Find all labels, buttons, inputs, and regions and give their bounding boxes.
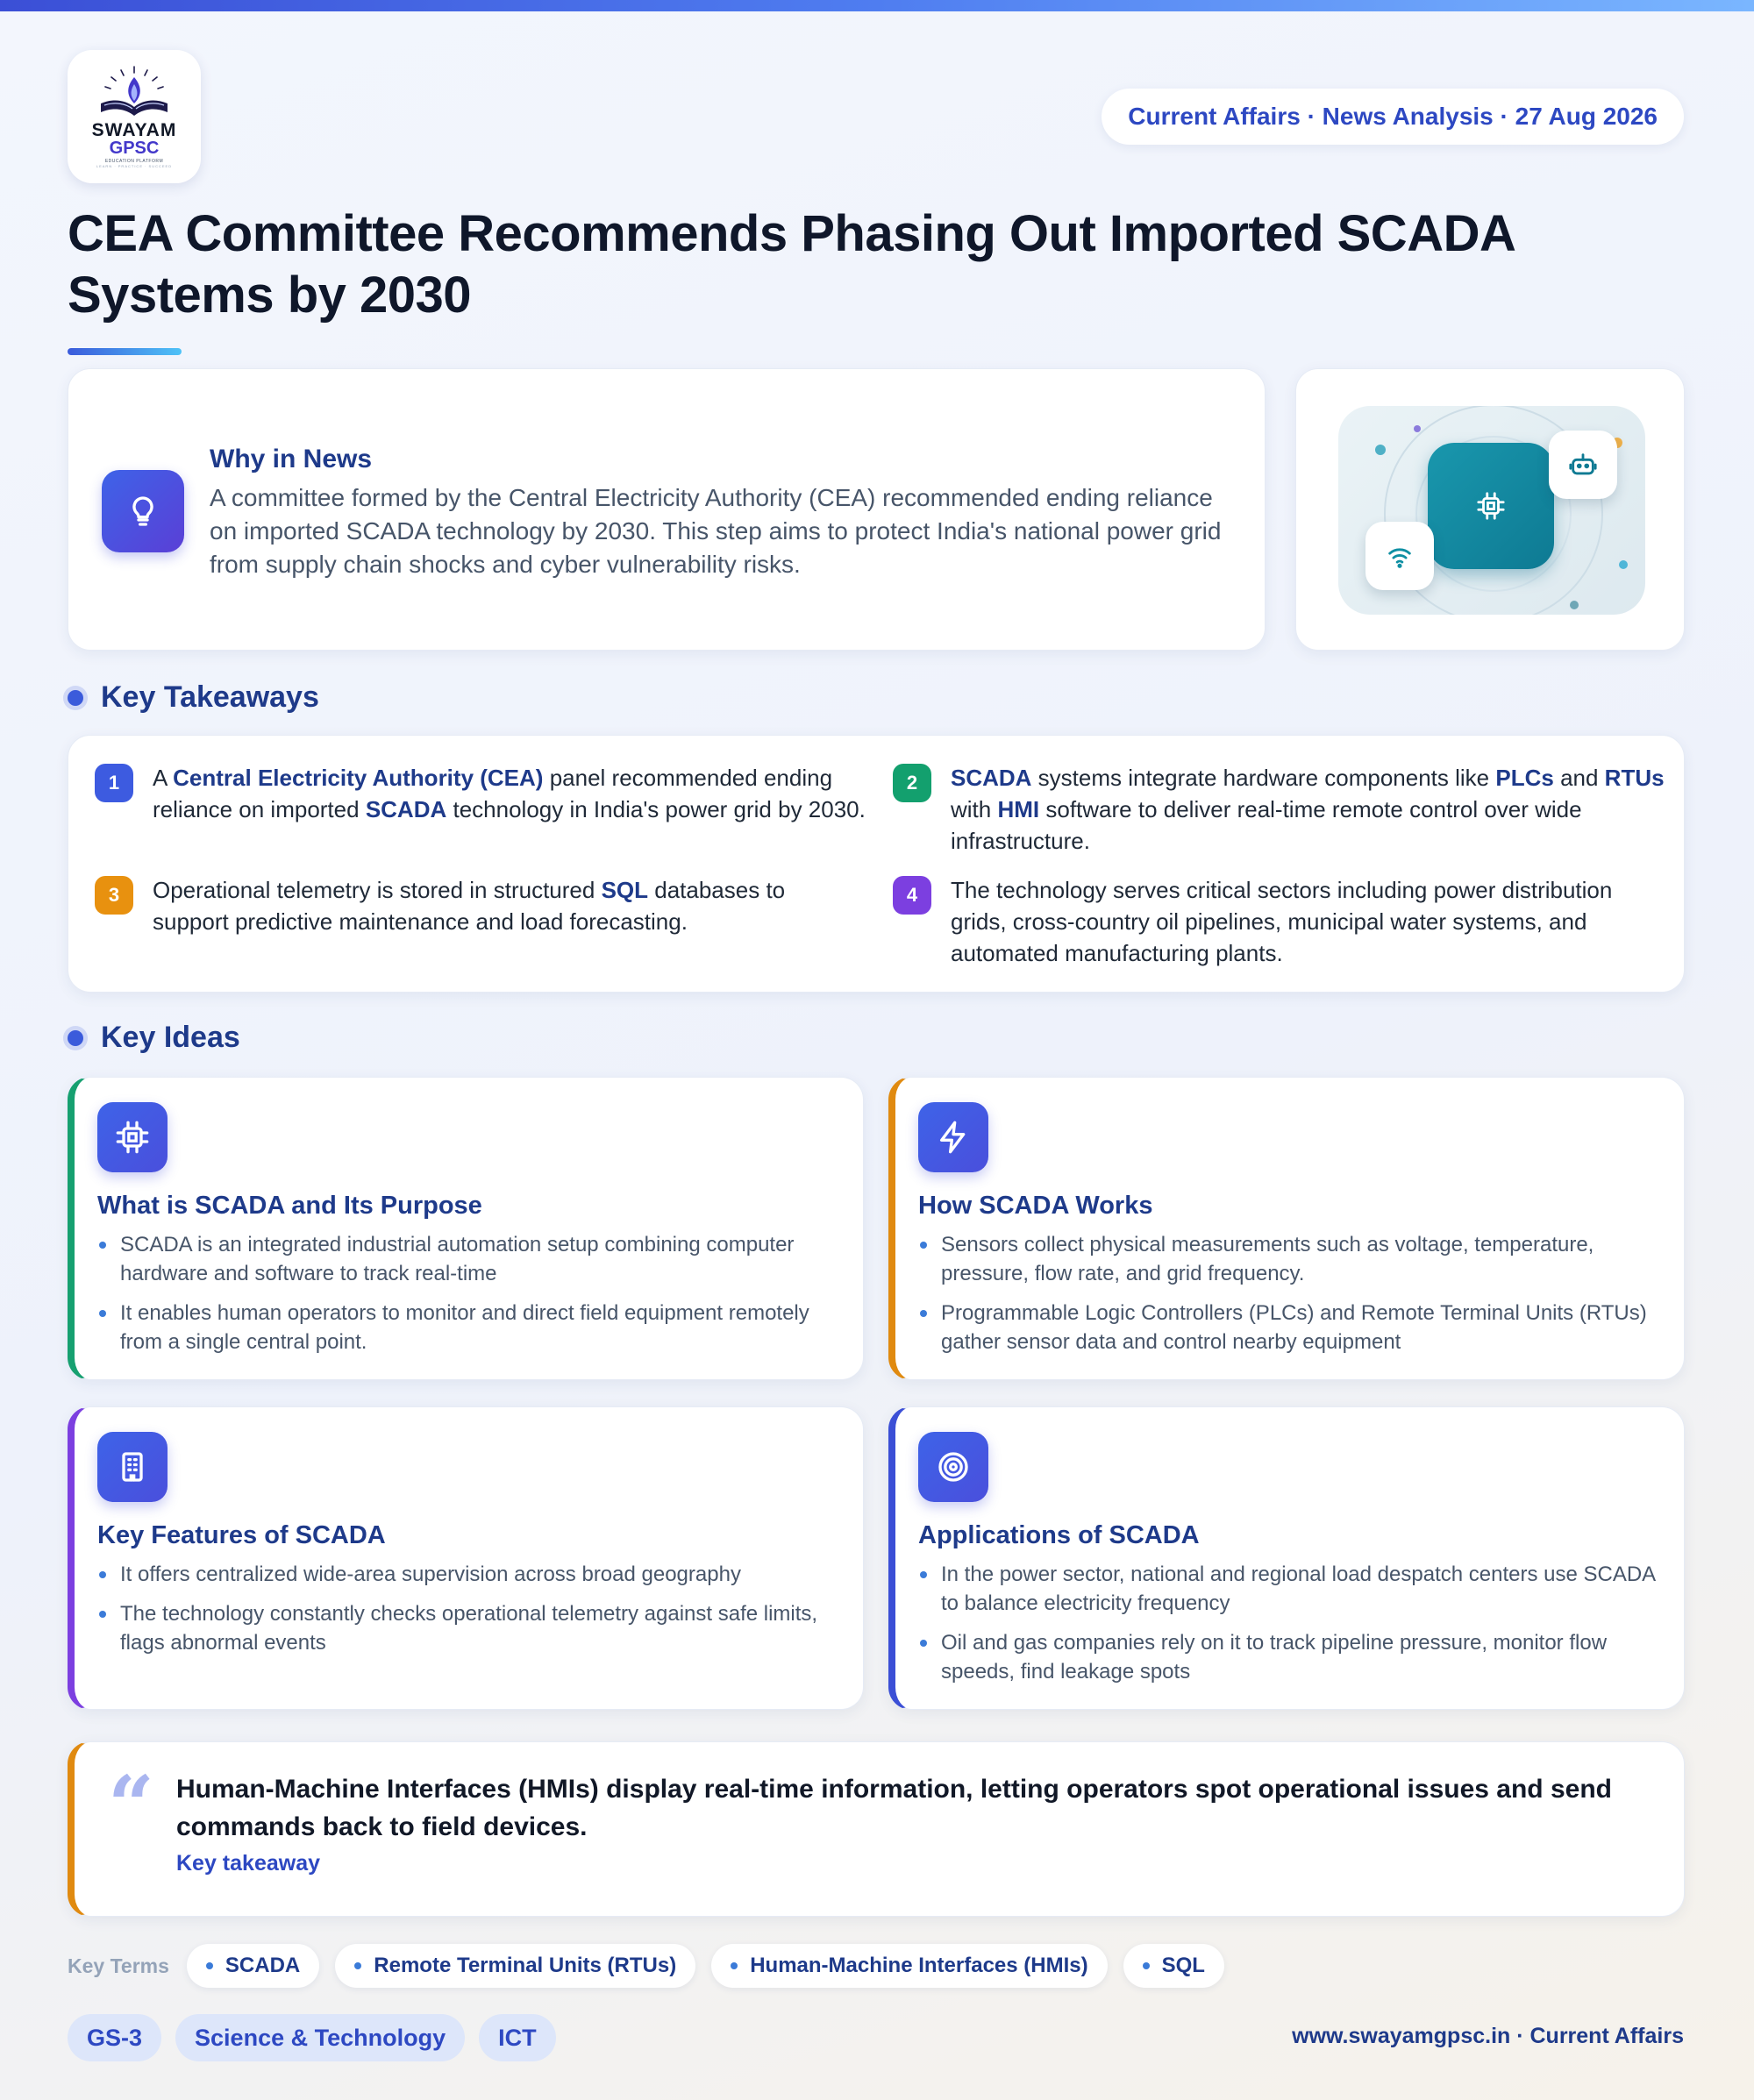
lightning-icon — [918, 1102, 988, 1172]
book-flame-icon — [92, 65, 176, 119]
idea-points — [97, 1560, 843, 1668]
idea-point: It enables human operators to monitor and direct field equipment remotely from a single central point. — [97, 1299, 843, 1356]
cpu-chip-icon — [1428, 443, 1554, 569]
idea-card-how-scada-works — [888, 1077, 1685, 1380]
idea-point: Oil and gas companies rely on it to track pipeline pressure, monitor flow speeds, find leakage spots — [918, 1628, 1664, 1686]
topic-tags — [68, 2014, 570, 2061]
key-takeaways-heading: Key Takeaways — [68, 680, 319, 715]
takeaway-text: A Central Electricity Authority (CEA) panel recommended ending reliance on imported SCADA technology in India's power grid by 2030. — [153, 765, 866, 822]
idea-title: How SCADA Works — [918, 1192, 1153, 1220]
why-in-news-heading: Why in News — [210, 445, 373, 473]
logo-tagline-secondary: LEARN · PRACTICE · SUCCEED — [96, 164, 173, 168]
takeaway-text: SCADA systems integrate hardware components like PLCs and RTUs with HMI software to deliver real-time remote control over wide infrastructure. — [951, 765, 1665, 854]
quote-text: Human-Machine Interfaces (HMIs) display real-time information, letting operators spot operational issues and send commands back to field devices. — [176, 1775, 1612, 1841]
quote-caption: Key takeaway — [176, 1851, 321, 1876]
wifi-icon — [1365, 522, 1434, 590]
takeaways-card — [68, 735, 1685, 993]
idea-card-scada-purpose — [68, 1077, 864, 1380]
key-terms-row — [68, 1944, 1240, 1988]
tag-ict[interactable]: ICT — [479, 2014, 556, 2061]
idea-point: It offers centralized wide-area supervision across broad geography — [97, 1560, 843, 1589]
lightbulb-icon — [102, 470, 184, 552]
building-icon — [97, 1432, 168, 1502]
footer-site-link[interactable]: www.swayamgpsc.in · Current Affairs — [1292, 2024, 1684, 2048]
logo-sub: GPSC — [109, 139, 160, 158]
brand-logo[interactable] — [68, 50, 201, 183]
logo-name: SWAYAM — [91, 120, 177, 140]
idea-point: In the power sector, national and regional load despatch centers use SCADA to balance electricity frequency — [918, 1560, 1664, 1618]
takeaway-text: Operational telemetry is stored in structured SQL databases to support predictive maintenance and load forecasting. — [153, 877, 786, 935]
takeaway-item — [95, 874, 866, 937]
idea-point: The technology constantly checks operational telemetry against safe limits, flags abnormal events — [97, 1599, 843, 1657]
meta-pill: Current Affairs · News Analysis · 27 Aug 2026 — [1102, 89, 1684, 145]
idea-point: Sensors collect physical measurements such as voltage, temperature, pressure, flow rate, and grid frequency. — [918, 1230, 1664, 1288]
takeaway-number: 1 — [95, 764, 133, 802]
chip-icon — [97, 1102, 168, 1172]
idea-points — [97, 1230, 843, 1367]
takeaway-number: 4 — [893, 876, 931, 915]
takeaway-text: The technology serves critical sectors including power distribution grids, cross-country oil pipelines, municipal water systems, and automated manufacturing plants. — [951, 877, 1613, 966]
quote-mark-icon: “ — [108, 1758, 154, 1853]
key-ideas-heading: Key Ideas — [68, 1021, 240, 1055]
idea-title: Key Features of SCADA — [97, 1521, 386, 1549]
target-icon — [918, 1432, 988, 1502]
illustration-card — [1295, 368, 1685, 651]
tag-science-technology[interactable]: Science & Technology — [175, 2014, 465, 2061]
key-term-chip[interactable]: SQL — [1123, 1944, 1224, 1988]
top-accent-bar — [0, 0, 1754, 11]
idea-point: Programmable Logic Controllers (PLCs) and Remote Terminal Units (RTUs) gather sensor data and control nearby equipment — [918, 1299, 1664, 1356]
idea-card-key-features — [68, 1406, 864, 1710]
takeaway-item — [95, 762, 866, 825]
tag-gs3[interactable]: GS-3 — [68, 2014, 161, 2061]
idea-point: SCADA is an integrated industrial automation setup combining computer hardware and software to track real-time — [97, 1230, 843, 1288]
takeaway-number: 2 — [893, 764, 931, 802]
key-terms-label: Key Terms — [68, 1954, 169, 1977]
key-term-chip[interactable]: Human-Machine Interfaces (HMIs) — [711, 1944, 1107, 1988]
idea-card-applications — [888, 1406, 1685, 1710]
why-in-news-card — [68, 368, 1266, 651]
takeaway-item — [893, 874, 1665, 969]
idea-title: Applications of SCADA — [918, 1521, 1200, 1549]
quote-card — [68, 1741, 1685, 1917]
title-underline — [68, 348, 182, 355]
takeaway-item — [893, 762, 1665, 857]
idea-points — [918, 1230, 1664, 1367]
key-term-chip[interactable]: SCADA — [187, 1944, 319, 1988]
section-bullet-icon — [68, 1030, 83, 1046]
why-in-news-body: A committee formed by the Central Electricity Authority (CEA) recommended ending reliance on imported SCADA technology by 2030. This step aims to protect India's national power grid from supply chain shocks and cyber vulnerability risks. — [210, 484, 1222, 578]
section-bullet-icon — [68, 690, 83, 706]
robot-icon — [1549, 431, 1617, 499]
idea-title: What is SCADA and Its Purpose — [97, 1192, 482, 1220]
logo-tagline: EDUCATION PLATFORM — [104, 159, 164, 164]
takeaway-number: 3 — [95, 876, 133, 915]
key-term-chip[interactable]: Remote Terminal Units (RTUs) — [335, 1944, 695, 1988]
page-title: CEA Committee Recommends Phasing Out Imported SCADA Systems by 2030 — [68, 205, 1515, 324]
idea-points — [918, 1560, 1664, 1697]
